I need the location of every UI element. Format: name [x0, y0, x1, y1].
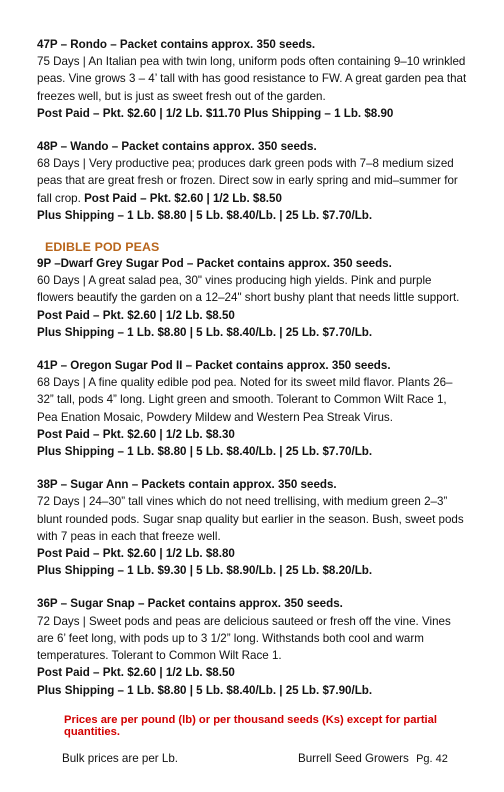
footer-bulk-note: Bulk prices are per Lb.: [62, 752, 178, 765]
entry-price: Plus Shipping – 1 Lb. $8.80 | 5 Lb. $8.40/Lb. | 25 Lb. $7.70/Lb.: [37, 445, 373, 459]
pricing-notice: Prices are per pound (lb) or per thousand seeds (Ks) except for partial quantities.: [64, 714, 438, 738]
entry-description: 60 Days | A great salad pea, 30" vines producing high yields. Pink and purple flowers beautify the garden on a 12–24" short bushy plant that needs little support. Post Paid – Pkt. $2.60 | 1/2 Lb. $8.50: [37, 274, 460, 322]
entry-description: 75 Days | An Italian pea with twin long, uniform pods often containing 9–10 wrinkled peas. Vine grows 3 – 4’ tall with has good resistance to FW. A great garden pea that freezes well, but is just as sweet fresh out of the garden.: [37, 55, 467, 103]
entry-price: Plus Shipping – 1 Lb. $8.80 | 5 Lb. $8.40/Lb. | 25 Lb. $7.90/Lb.: [37, 683, 373, 697]
seed-entry-wando: [37, 138, 467, 224]
entry-price: Plus Shipping – 1 Lb. $9.30 | 5 Lb. $8.90/Lb. | 25 Lb. $8.20/Lb.: [37, 564, 373, 578]
entry-title: 36P – Sugar Snap – Packet contains approx. 350 seeds.: [37, 597, 343, 611]
entry-price-inline: Post Paid – Pkt. $2.60 | 1/2 Lb. $8.50: [84, 191, 282, 205]
footer-company-name: Burrell Seed Growers: [298, 752, 409, 765]
catalog-page: [37, 36, 467, 715]
seed-entry-sugar-snap: [37, 595, 467, 698]
entry-title: 38P – Sugar Ann – Packets contain approx. 350 seeds.: [37, 478, 337, 492]
section-heading: EDIBLE POD PEAS: [45, 240, 160, 255]
entry-price: Plus Shipping – 1 Lb. $8.80 | 5 Lb. $8.40/Lb. | 25 Lb. $7.70/Lb.: [37, 325, 373, 339]
seed-entry-dwarf-grey-sugar: [37, 255, 467, 341]
entry-price-post-paid: Post Paid – Pkt. $2.60 | 1/2 Lb. $8.30: [37, 427, 235, 441]
entry-description: 72 Days | 24–30” tall vines which do not need trellising, with medium green 2–3” blunt rounded pods. Sugar snap quality but earlier in the season. Bush, sweet pods with 7 peas in each that freeze well.: [37, 495, 464, 543]
footer-page-number: Pg. 42: [416, 753, 448, 765]
entry-price-post-paid: Post Paid – Pkt. $2.60 | 1/2 Lb. $8.50: [37, 666, 235, 680]
entry-price: Post Paid – Pkt. $2.60 | 1/2 Lb. $11.70 Plus Shipping – 1 Lb. $8.90: [37, 106, 394, 120]
seed-entry-oregon-sugar-pod: [37, 357, 467, 460]
entry-description: 72 Days | Sweet pods and peas are delicious sauteed or fresh off the vine. Vines are 6’ feet long, with pods up to 3 1/2” long. Withstands both cool and warm temperatures. Tolerant to Common Wilt Race 1.: [37, 614, 451, 663]
entry-price-post-paid: Post Paid – Pkt. $2.60 | 1/2 Lb. $8.80: [37, 547, 235, 561]
seed-entry-sugar-ann: [37, 476, 467, 579]
footer-company: [298, 752, 448, 765]
entry-price: Plus Shipping – 1 Lb. $8.80 | 5 Lb. $8.40/Lb. | 25 Lb. $7.70/Lb.: [37, 208, 373, 222]
entry-title: 9P –Dwarf Grey Sugar Pod – Packet contains approx. 350 seeds.: [37, 257, 392, 271]
entry-price-inline: Post Paid – Pkt. $2.60 | 1/2 Lb. $8.50: [37, 308, 235, 322]
entry-title: 47P – Rondo – Packet contains approx. 350 seeds.: [37, 38, 316, 51]
seed-entry-rondo: [37, 36, 467, 122]
entry-title: 48P – Wando – Packet contains approx. 350 seeds.: [37, 140, 317, 154]
entry-description: 68 Days | Very productive pea; produces dark green pods with 7–8 medium sized peas that are great fresh or frozen. Direct sow in early spring and mid–summer for fall crop. Post Paid – Pkt. $2.60 | 1/2 Lb. $8.50: [37, 157, 458, 205]
entry-title: 41P – Oregon Sugar Pod II – Packet contains approx. 350 seeds.: [37, 359, 391, 373]
entry-description: 68 Days | A fine quality edible pod pea. Noted for its sweet mild flavor. Plants 26–32” tall, pods 4” long. Light green and smooth. Tolerant to Common Wilt Race 1, Pea Enation Mosaic, Powdery Mildew and Western Pea Streak Virus.: [37, 376, 453, 424]
